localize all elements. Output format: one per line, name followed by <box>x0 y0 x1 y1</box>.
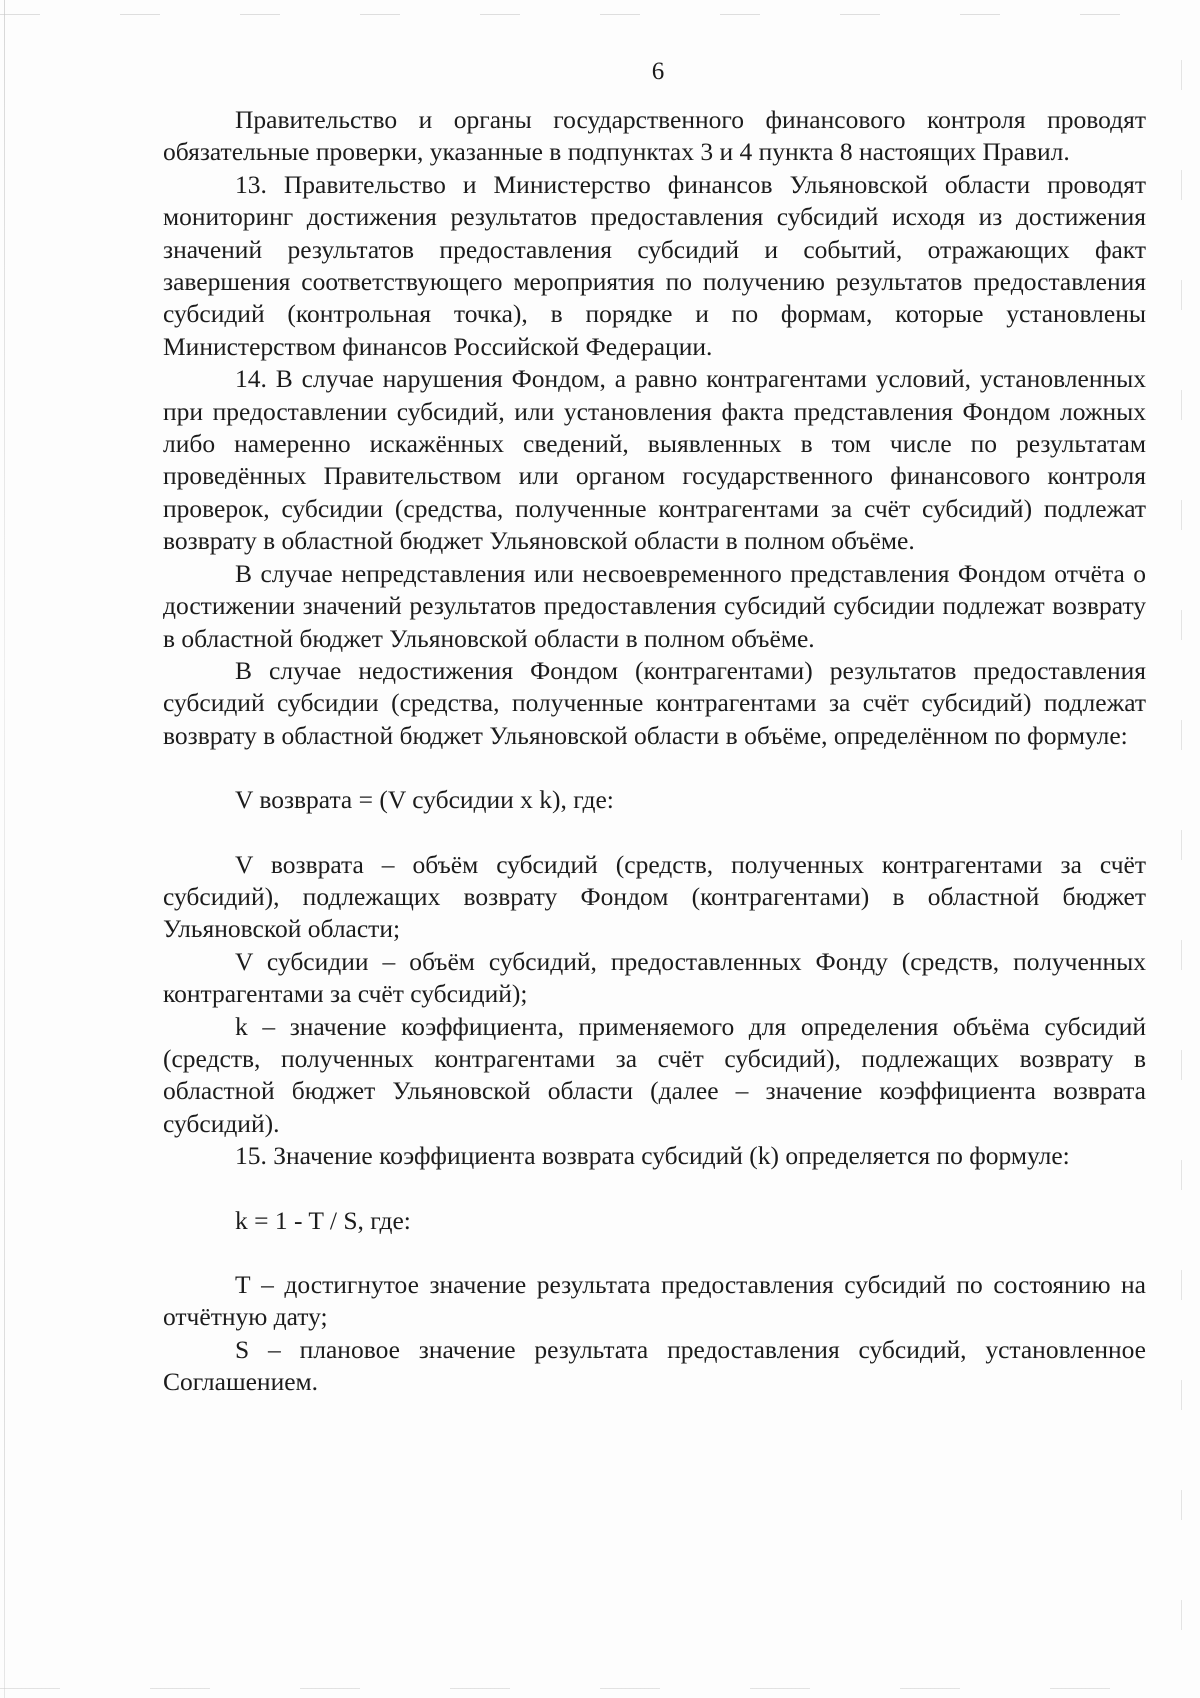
paragraph-14-violations: 14. В случае нарушения Фондом, а равно контрагентами условий, установленных при предоставлении субсидий, или установления факта представления Фондом ложных либо намеренно искажённых сведений, выявленных в том числе по результатам проведённых Правительством или органом государственного финансового контроля проверок, субсидии (средства, полученные контрагентами за счёт субсидий) подлежат возврату в областной бюджет Ульяновской области в полном объёме. <box>163 364 1146 556</box>
paragraph-14-report-failure: В случае непредставления или несвоевременного представления Фондом отчёта о достижении значений результатов предоставления субсидий субсидии подлежат возврату в областной бюджет Ульяновской области в полном объёме. <box>163 558 1146 653</box>
definition-t: Т – достигнутое значение результата предоставления субсидий по состоянию на отчётную дату; <box>163 1270 1146 1332</box>
page-number: 6 <box>651 58 665 85</box>
definition-v-return: V возврата – объём субсидий (средств, полученных контрагентами за счёт субсидий), подлежащих возврату Фондом (контрагентами) в областной бюджет Ульяновской области; <box>163 849 1146 944</box>
paragraph-13-monitoring: 13. Правительство и Министерство финансов Ульяновской области проводят мониторинг достижения результатов предоставления субсидий исходя из достижения значений результатов предоставления субсидий и событий, отражающих факт завершения соответствующего мероприятия по получению результатов предоставления субсидий (контрольная точка), в порядке и по формам, которые установлены Министерством финансов Российской Федерации. <box>163 169 1146 361</box>
scan-border-bottom <box>0 1688 1200 1689</box>
scan-border-right <box>1181 60 1182 1640</box>
paragraph-15-coefficient: 15. Значение коэффициента возврата субсидий (k) определяется по формуле: <box>235 1141 1070 1171</box>
formula-coefficient: k = 1 - T / S, где: <box>235 1205 411 1235</box>
paragraph-14-underachievement: В случае недостижения Фондом (контрагентами) результатов предоставления субсидий субсидии (средства, полученные контрагентами за счёт субсидий) подлежат возврату в областной бюджет Ульяновской области в объёме, определённом по формуле: <box>163 655 1146 750</box>
paragraph-inspections: Правительство и органы государственного финансового контроля проводят обязательные проверки, указанные в подпунктах 3 и 4 пункта 8 настоящих Правил. <box>163 105 1146 167</box>
definition-k: k – значение коэффициента, применяемого для определения объёма субсидий (средств, полученных контрагентами за счёт субсидий), подлежащих возврату в областной бюджет Ульяновской области (далее – значение коэффициента возврата субсидий). <box>163 1011 1146 1138</box>
document-body <box>163 104 1146 1399</box>
formula-return-volume: V возврата = (V субсидии х k), где: <box>235 785 614 815</box>
scan-border-top <box>0 14 1200 15</box>
scan-border-left <box>4 0 5 1698</box>
definition-s: S – плановое значение результата предоставления субсидий, установленное Соглашением. <box>163 1334 1146 1397</box>
definition-v-subsidy: V субсидии – объём субсидий, предоставленных Фонду (средств, полученных контрагентами за счёт субсидий); <box>163 946 1146 1009</box>
